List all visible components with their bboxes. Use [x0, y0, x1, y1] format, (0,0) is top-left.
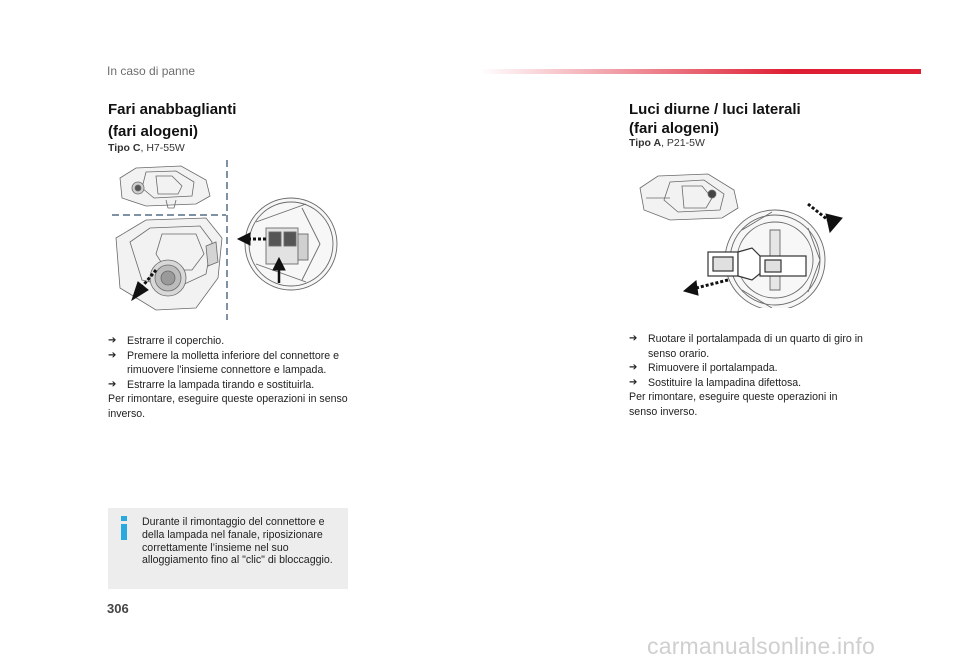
right-lamp-type-label: Tipo A [629, 137, 662, 149]
info-text: Durante il rimontaggio del connettore e della lampada nel fanale, riposizionare correttamente l’insieme nel suo alloggiamento fino al "clic" di bloccaggio. [142, 516, 333, 567]
section-title: In caso di panne [107, 64, 196, 78]
right-heading-line1: Luci diurne / luci laterali [629, 101, 801, 118]
list-item: ➔ Sostituire la lampadina difettosa. [629, 376, 802, 389]
header-accent-bar [480, 69, 921, 74]
left-lamp-type [108, 142, 185, 154]
list-item: ➔ Estrarre il coperchio. [108, 335, 225, 347]
list-item: ➔ Rimuovere il portalampada. [629, 362, 778, 374]
left-heading-line2: (fari alogeni) [108, 123, 199, 140]
list-item: ➔ Ruotare il portalampada di un quarto di giro in senso orario. [629, 333, 863, 360]
arrow-bullet-icon: ➔ [108, 349, 117, 361]
info-icon [118, 516, 130, 540]
arrow-bullet-icon: ➔ [629, 333, 638, 344]
left-note: Per rimontare, eseguire queste operazioni in senso inverso. [108, 393, 348, 420]
right-steps [629, 332, 864, 419]
left-heading [108, 100, 236, 141]
right-lamp-type [629, 137, 705, 149]
daytime-light-bulbholder-diagram-icon [630, 168, 860, 308]
headlamp-low-beam-diagram-icon [106, 158, 346, 323]
arrow-bullet-icon: ➔ [108, 335, 117, 346]
left-heading-line1: Fari anabbaglianti [108, 101, 237, 118]
right-note: Per rimontare, eseguire queste operazioni in senso inverso. [629, 391, 838, 418]
list-item: ➔ Estrarre la lampada tirando e sostituirla. [108, 378, 315, 391]
info-box [108, 508, 348, 589]
arrow-bullet-icon: ➔ [629, 362, 638, 373]
list-item: ➔ Premere la molletta inferiore del connettore e rimuovere l'insieme connettore e lampada. [108, 349, 339, 376]
right-lamp-type-value: , P21-5W [661, 137, 705, 149]
left-lamp-type-label: Tipo C [108, 142, 141, 154]
arrow-bullet-icon: ➔ [108, 378, 117, 390]
page-number: 306 [107, 601, 129, 616]
arrow-bullet-icon: ➔ [629, 376, 638, 388]
watermark-link[interactable]: carmanualsonline.info [647, 633, 875, 659]
left-steps [108, 334, 353, 421]
left-lamp-type-value: , H7-55W [140, 142, 185, 154]
right-heading-line2: (fari alogeni) [629, 120, 720, 137]
right-heading [629, 100, 801, 138]
